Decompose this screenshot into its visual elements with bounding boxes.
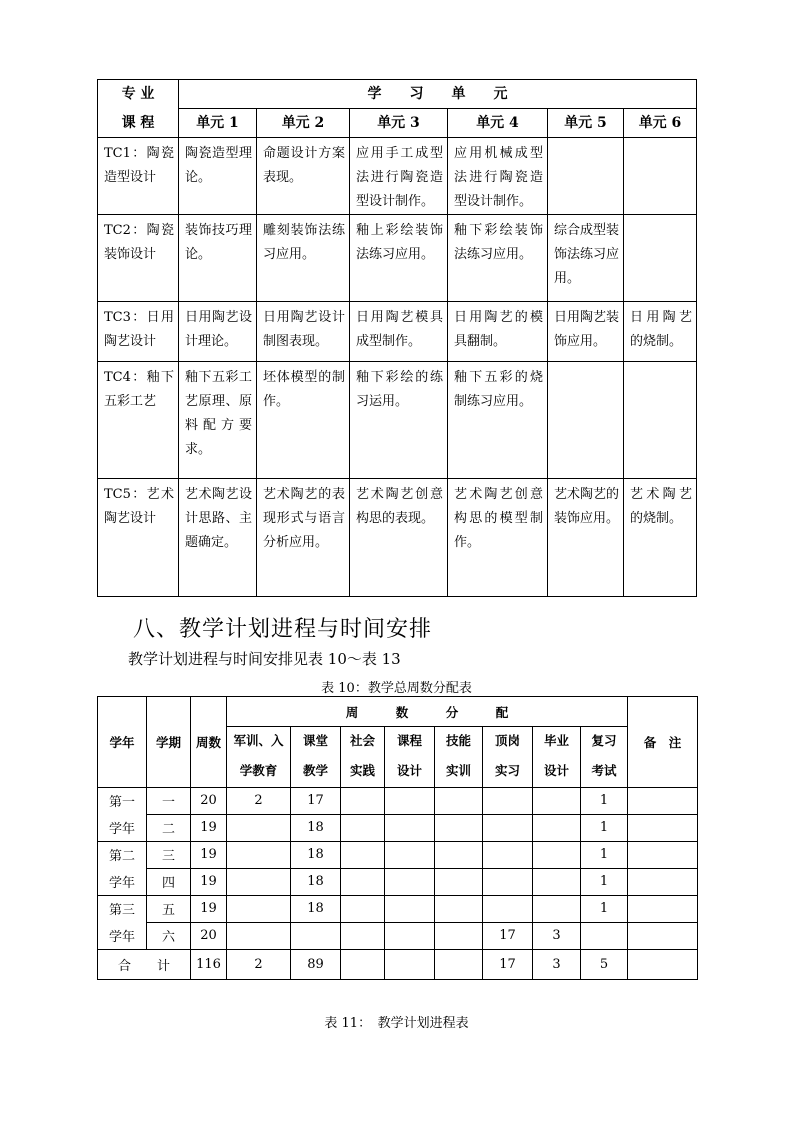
value-cell bbox=[533, 895, 581, 922]
value-cell bbox=[291, 922, 341, 949]
unit-header-5: 单元 5 bbox=[548, 109, 624, 138]
value-cell bbox=[533, 787, 581, 814]
value-cell bbox=[483, 814, 533, 841]
notes-header: 备 注 bbox=[628, 697, 698, 788]
unit-cell: 釉下彩绘的练习运用。 bbox=[350, 362, 448, 479]
value-cell bbox=[341, 922, 385, 949]
unit-cell: 日用陶艺设计制图表现。 bbox=[257, 302, 350, 362]
dist-col-header: 顶岗 bbox=[483, 727, 533, 756]
value-cell: 17 bbox=[483, 922, 533, 949]
unit-cell: 雕刻装饰法练习应用。 bbox=[257, 215, 350, 302]
course-name: TC5：艺术陶艺设计 bbox=[98, 479, 179, 597]
dist-col-header: 课程 bbox=[385, 727, 435, 756]
table-row bbox=[98, 302, 697, 362]
year-cell: 学年 bbox=[98, 868, 147, 895]
table10-caption: 表 10：教学总周数分配表 bbox=[321, 681, 472, 696]
table11-caption: 表 11： 教学计划进程表 bbox=[324, 1016, 469, 1031]
dist-col-header-line2: 设计 bbox=[385, 755, 435, 787]
unit-cell: 坯体模型的制作。 bbox=[257, 362, 350, 479]
unit-cell bbox=[548, 362, 624, 479]
unit-header-4: 单元 4 bbox=[448, 109, 548, 138]
dist-col-header: 军训、入 bbox=[227, 727, 291, 756]
distribution-header: 周 数 分 配 bbox=[227, 697, 628, 727]
value-cell bbox=[341, 895, 385, 922]
weeks-cell: 20 bbox=[191, 787, 227, 814]
value-cell bbox=[581, 922, 628, 949]
value-cell bbox=[483, 787, 533, 814]
unit-cell: 日用陶艺装饰应用。 bbox=[548, 302, 624, 362]
dist-col-header-line2: 设计 bbox=[533, 755, 581, 787]
value-cell: 1 bbox=[581, 868, 628, 895]
total-value bbox=[435, 949, 483, 979]
total-value: 2 bbox=[227, 949, 291, 979]
value-cell: 1 bbox=[581, 787, 628, 814]
unit-cell: 综合成型装饰法练习应用。 bbox=[548, 215, 624, 302]
term-header: 学期 bbox=[147, 697, 191, 788]
value-cell bbox=[533, 868, 581, 895]
year-cell: 第一 bbox=[98, 787, 147, 814]
value-cell bbox=[435, 814, 483, 841]
unit-cell: 釉上彩绘装饰法练习应用。 bbox=[350, 215, 448, 302]
year-cell: 学年 bbox=[98, 922, 147, 949]
unit-cell: 陶瓷造型理论。 bbox=[179, 138, 257, 215]
dist-col-header-line2: 实践 bbox=[341, 755, 385, 787]
section-heading: 八、教学计划进程与时间安排 bbox=[133, 617, 433, 642]
unit-cell: 日用陶艺模具成型制作。 bbox=[350, 302, 448, 362]
value-cell bbox=[227, 814, 291, 841]
table-row bbox=[98, 814, 698, 841]
table-row bbox=[98, 787, 698, 814]
note-cell bbox=[628, 814, 698, 841]
dist-col-header: 复习 bbox=[581, 727, 628, 756]
unit-cell: 艺术陶艺设计思路、主题确定。 bbox=[179, 479, 257, 597]
value-cell: 3 bbox=[533, 922, 581, 949]
value-cell: 18 bbox=[291, 814, 341, 841]
section-intro: 教学计划进程与时间安排见表 10～表 13 bbox=[128, 650, 401, 668]
term-cell: 五 bbox=[147, 895, 191, 922]
dist-col-header-line2: 实训 bbox=[435, 755, 483, 787]
unit-cell: 日用陶艺设计理论。 bbox=[179, 302, 257, 362]
weeks-cell: 19 bbox=[191, 841, 227, 868]
unit-cell: 应用机械成型法进行陶瓷造型设计制作。 bbox=[448, 138, 548, 215]
dist-col-header: 课堂 bbox=[291, 727, 341, 756]
unit-header-3: 单元 3 bbox=[350, 109, 448, 138]
table-row bbox=[98, 479, 697, 597]
major-header-line1: 专 业 bbox=[98, 80, 179, 109]
unit-cell: 艺术陶艺创意构思的表现。 bbox=[350, 479, 448, 597]
value-cell: 18 bbox=[291, 895, 341, 922]
unit-header-1: 单元 1 bbox=[179, 109, 257, 138]
value-cell bbox=[341, 868, 385, 895]
value-cell bbox=[483, 868, 533, 895]
unit-cell: 艺术陶艺创意构思的模型制作。 bbox=[448, 479, 548, 597]
term-cell: 三 bbox=[147, 841, 191, 868]
value-cell bbox=[435, 787, 483, 814]
table-row bbox=[98, 362, 697, 479]
note-cell bbox=[628, 787, 698, 814]
unit-cell bbox=[624, 362, 697, 479]
value-cell bbox=[385, 868, 435, 895]
value-cell: 1 bbox=[581, 814, 628, 841]
value-cell bbox=[385, 814, 435, 841]
value-cell bbox=[227, 922, 291, 949]
value-cell: 2 bbox=[227, 787, 291, 814]
unit-cell bbox=[548, 138, 624, 215]
year-cell: 第三 bbox=[98, 895, 147, 922]
course-name: TC3：日用陶艺设计 bbox=[98, 302, 179, 362]
value-cell: 1 bbox=[581, 895, 628, 922]
value-cell bbox=[533, 841, 581, 868]
term-cell: 六 bbox=[147, 922, 191, 949]
course-name: TC1：陶瓷造型设计 bbox=[98, 138, 179, 215]
value-cell bbox=[435, 868, 483, 895]
total-value bbox=[385, 949, 435, 979]
value-cell bbox=[435, 895, 483, 922]
term-cell: 一 bbox=[147, 787, 191, 814]
table-row bbox=[98, 215, 697, 302]
total-row bbox=[98, 949, 698, 979]
unit-cell: 釉下五彩工艺原理、原料配方要求。 bbox=[179, 362, 257, 479]
unit-cell: 艺术陶艺的表现形式与语言分析应用。 bbox=[257, 479, 350, 597]
value-cell bbox=[435, 841, 483, 868]
value-cell: 18 bbox=[291, 841, 341, 868]
value-cell bbox=[385, 841, 435, 868]
unit-cell bbox=[624, 215, 697, 302]
unit-header-6: 单元 6 bbox=[624, 109, 697, 138]
value-cell bbox=[385, 787, 435, 814]
note-cell bbox=[628, 841, 698, 868]
note-cell bbox=[628, 895, 698, 922]
total-weeks-table bbox=[97, 696, 698, 980]
unit-cell: 命题设计方案表现。 bbox=[257, 138, 350, 215]
total-label: 合 计 bbox=[98, 949, 191, 979]
value-cell bbox=[385, 895, 435, 922]
value-cell: 18 bbox=[291, 868, 341, 895]
table-row bbox=[98, 138, 697, 215]
course-header-line2: 课 程 bbox=[98, 109, 179, 138]
dist-col-header: 技能 bbox=[435, 727, 483, 756]
weeks-header: 周数 bbox=[191, 697, 227, 788]
dist-col-header-line2: 学教育 bbox=[227, 755, 291, 787]
table-row bbox=[98, 922, 698, 949]
weeks-cell: 19 bbox=[191, 814, 227, 841]
value-cell bbox=[341, 841, 385, 868]
value-cell bbox=[533, 814, 581, 841]
value-cell: 17 bbox=[291, 787, 341, 814]
value-cell bbox=[341, 814, 385, 841]
dist-col-header-line2: 考试 bbox=[581, 755, 628, 787]
weeks-cell: 19 bbox=[191, 868, 227, 895]
value-cell bbox=[341, 787, 385, 814]
unit-cell: 装饰技巧理论。 bbox=[179, 215, 257, 302]
total-value: 89 bbox=[291, 949, 341, 979]
unit-cell: 应用手工成型法进行陶瓷造型设计制作。 bbox=[350, 138, 448, 215]
year-header: 学年 bbox=[98, 697, 147, 788]
table-row bbox=[98, 895, 698, 922]
unit-header-2: 单元 2 bbox=[257, 109, 350, 138]
unit-cell: 艺术陶艺的烧制。 bbox=[624, 479, 697, 597]
unit-cell bbox=[624, 138, 697, 215]
unit-cell: 日用陶艺的模具翻制。 bbox=[448, 302, 548, 362]
table-row bbox=[98, 868, 698, 895]
value-cell bbox=[227, 841, 291, 868]
table-row bbox=[98, 841, 698, 868]
weeks-cell: 19 bbox=[191, 895, 227, 922]
year-cell: 学年 bbox=[98, 814, 147, 841]
dist-col-header: 社会 bbox=[341, 727, 385, 756]
learning-units-span-header: 学 习 单 元 bbox=[179, 80, 697, 109]
unit-cell: 艺术陶艺的装饰应用。 bbox=[548, 479, 624, 597]
total-value: 17 bbox=[483, 949, 533, 979]
term-cell: 四 bbox=[147, 868, 191, 895]
unit-cell: 釉下五彩的烧制练习应用。 bbox=[448, 362, 548, 479]
value-cell: 1 bbox=[581, 841, 628, 868]
unit-cell: 日用陶艺的烧制。 bbox=[624, 302, 697, 362]
note-cell bbox=[628, 922, 698, 949]
total-value: 3 bbox=[533, 949, 581, 979]
weeks-cell: 20 bbox=[191, 922, 227, 949]
year-cell: 第二 bbox=[98, 841, 147, 868]
dist-col-header: 毕业 bbox=[533, 727, 581, 756]
total-value: 5 bbox=[581, 949, 628, 979]
total-note bbox=[628, 949, 698, 979]
learning-units-table bbox=[97, 79, 697, 597]
value-cell bbox=[483, 895, 533, 922]
total-value bbox=[341, 949, 385, 979]
term-cell: 二 bbox=[147, 814, 191, 841]
value-cell bbox=[227, 895, 291, 922]
value-cell bbox=[435, 922, 483, 949]
course-name: TC2：陶瓷装饰设计 bbox=[98, 215, 179, 302]
dist-col-header-line2: 实习 bbox=[483, 755, 533, 787]
value-cell bbox=[483, 841, 533, 868]
value-cell bbox=[385, 922, 435, 949]
unit-cell: 釉下彩绘装饰法练习应用。 bbox=[448, 215, 548, 302]
value-cell bbox=[227, 868, 291, 895]
total-weeks: 116 bbox=[191, 949, 227, 979]
course-name: TC4：釉下五彩工艺 bbox=[98, 362, 179, 479]
dist-col-header-line2: 教学 bbox=[291, 755, 341, 787]
note-cell bbox=[628, 868, 698, 895]
